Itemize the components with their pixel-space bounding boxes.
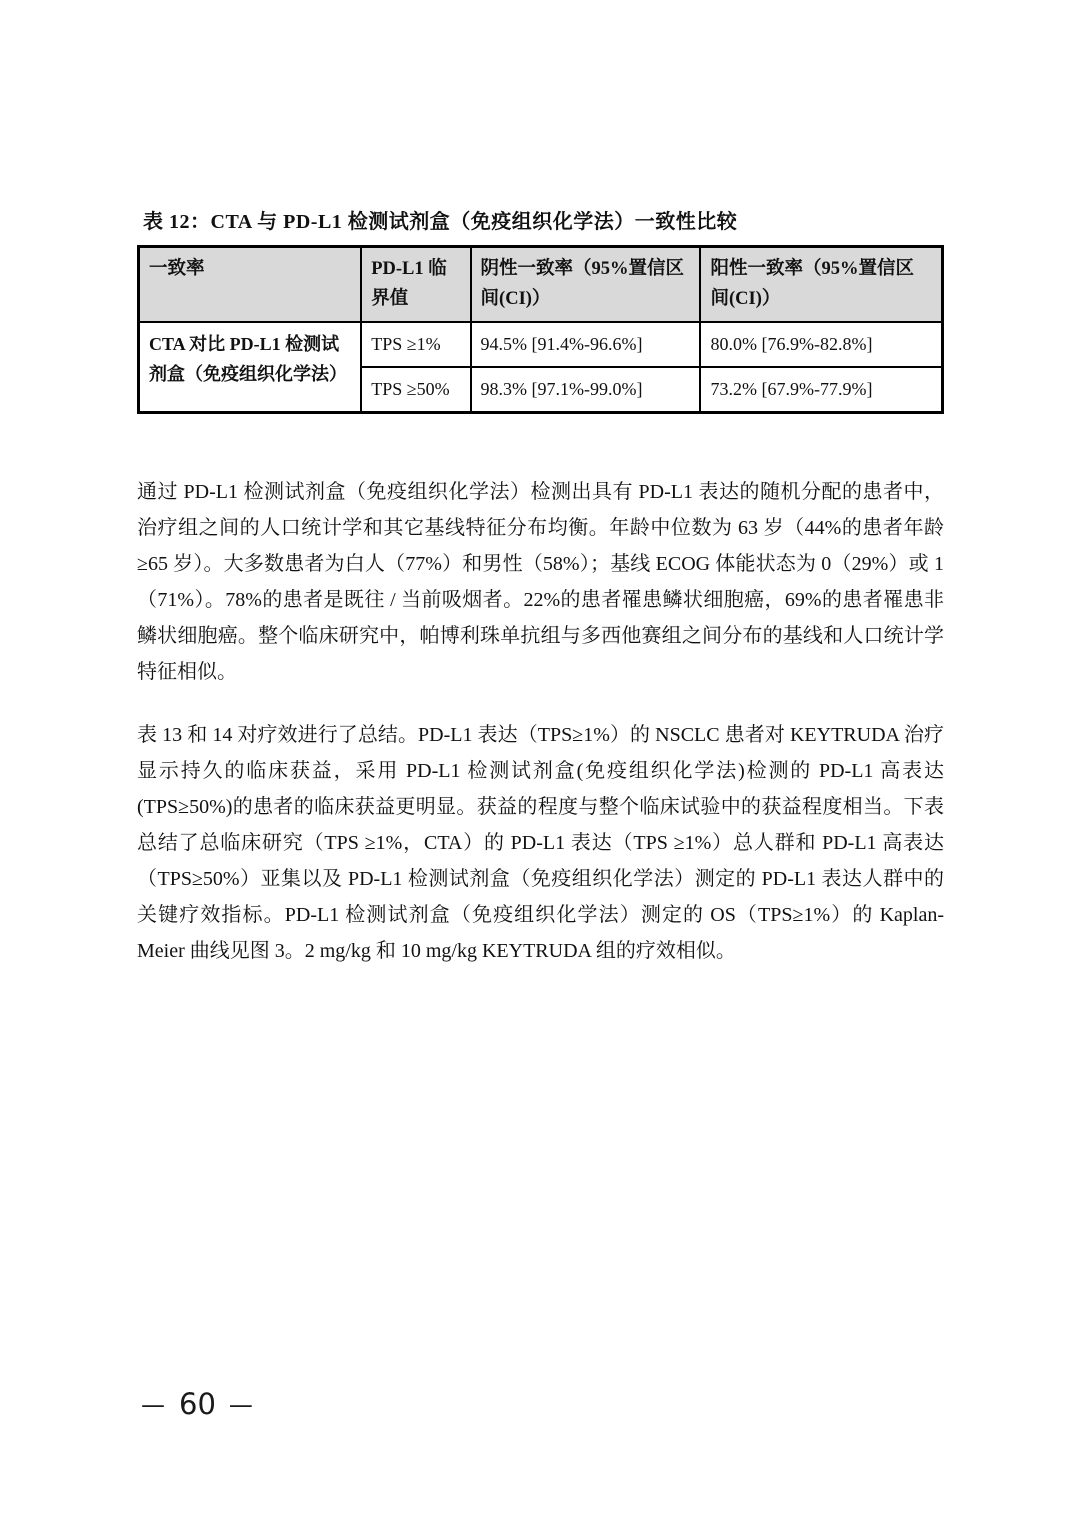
table-12-title: 表 12：CTA 与 PD-L1 检测试剂盒（免疫组织化学法）一致性比较 [143,211,738,233]
cell-cutoff-tps1: TPS ≥1% [361,322,470,367]
header-concordance-rate: 一致率 [139,247,362,323]
cell-cutoff-tps50: TPS ≥50% [361,367,470,413]
header-negative-agreement: 阴性一致率（95%置信区间(CI)） [471,247,701,323]
row-label-cta-vs-pdl1: CTA 对比 PD-L1 检测试剂盒（免疫组织化学法） [139,322,362,413]
header-positive-agreement: 阳性一致率（95%置信区间(CI)） [700,247,942,323]
header-pdl1-cutoff: PD-L1 临界值 [361,247,470,323]
page-content [137,205,944,969]
cell-positive-agreement-tps1: 80.0% [76.9%-82.8%] [700,322,942,367]
table-row-tps1 [139,322,943,367]
footer-dash-right: — [228,1390,254,1419]
paragraph-efficacy-summary: 表 13 和 14 对疗效进行了总结。PD-L1 表达（TPS≥1%）的 NSCLC 患者对 KEYTRUDA 治疗显示持久的临床获益，采用 PD-L1 检测试剂盒(免疫组织化学法)检测的 PD-L1 高表达(TPS≥50%)的患者的临床获益更明显。获益的程度与整个临床试验中的获益程度相当。下表总结了总临床研究（TPS ≥1%，CTA）的 PD-L1 表达（TPS ≥1%）总人群和 PD-L1 高表达（TPS≥50%）亚集以及 PD-L1 检测试剂盒（免疫组织化学法）测定的 PD-L1 表达人群中的关键疗效指标。PD-L1 检测试剂盒（免疫组织化学法）测定的 OS（TPS≥1%）的 Kaplan-Meier 曲线见图 3。2 mg/kg 和 10 mg/kg KEYTRUDA 组的疗效相似。 [137,724,944,962]
page-number: 60 [179,1387,216,1421]
table-header-row [139,247,943,323]
paragraph-baseline-demographics: 通过 PD-L1 检测试剂盒（免疫组织化学法）检测出具有 PD-L1 表达的随机分配的患者中，治疗组之间的人口统计学和其它基线特征分布均衡。年龄中位数为 63 岁（44%的患者年龄≥65 岁）。大多数患者为白人（77%）和男性（58%）；基线 ECOG 体能状态为 0（29%）或 1（71%）。78%的患者是既往 / 当前吸烟者。22%的患者罹患鳞状细胞癌，69%的患者罹患非鳞状细胞癌。整个临床研究中，帕博利珠单抗组与多西他赛组之间分布的基线和人口统计学特征相似。 [137,481,944,683]
cell-negative-agreement-tps50: 98.3% [97.1%-99.0%] [471,367,701,413]
cell-negative-agreement-tps1: 94.5% [91.4%-96.6%] [471,322,701,367]
page-footer [141,1387,254,1421]
table-12-concordance [137,245,944,414]
footer-dash-left: — [141,1390,166,1419]
cell-positive-agreement-tps50: 73.2% [67.9%-77.9%] [700,367,942,413]
